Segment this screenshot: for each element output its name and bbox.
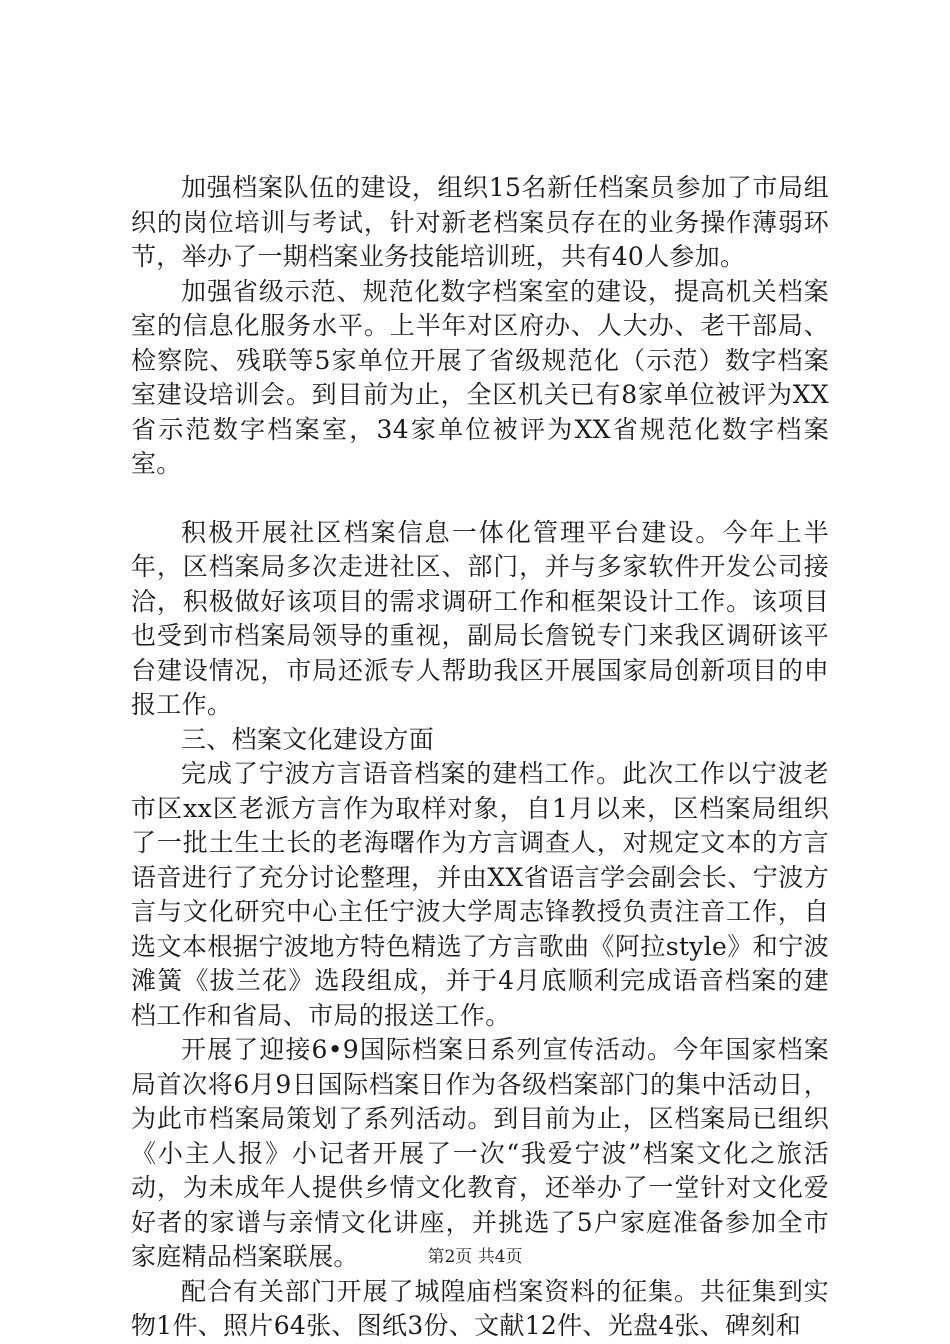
section-heading-archive-culture: 三、档案文化建设方面 bbox=[181, 724, 435, 754]
paragraph-archive-staff-training: 加强档案队伍的建设，组织15名新任档案员参加了市局组织的岗位培训与考试，针对新老档案员存在的业务操作薄弱环节，举办了一期档案业务技能培训班，共有40人参加。 bbox=[131, 173, 829, 271]
page-footer: 第2页 共4页 bbox=[427, 1247, 523, 1267]
paragraph-digital-archive-room: 加强省级示范、规范化数字档案室的建设，提高机关档案室的信息化服务水平。上半年对区府办、人大办、老干部局、检察院、残联等5家单位开展了省级规范化（示范）数字档案室建设培训会。到目前为止，全区机关已有8家单位被评为XX省示范数字档案室，34家单位被评为XX省规范化数字档案室。 bbox=[131, 276, 829, 478]
document-body bbox=[131, 171, 829, 1344]
paragraph-archive-day-activities: 开展了迎接6•9国际档案日系列宣传活动。今年国家档案局首次将6月9日国际档案日作为各级档案部门的集中活动日，为此市档案局策划了系列活动。到目前为止，区档案局已组织《小主人报》小记者开展了一次“我爱宁波”档案文化之旅活动，为未成年人提供乡情文化教育，还举办了一堂针对文化爱好者的家谱与亲情文化讲座，并挑选了5户家庭准备参加全市家庭精品档案联展。 bbox=[131, 1035, 829, 1271]
paragraph-temple-archive-collection: 配合有关部门开展了城隍庙档案资料的征集。共征集到实物1件、照片64张、图纸3份、文献12件、光盘4张、碑刻和 bbox=[131, 1276, 829, 1340]
paragraph-dialect-audio-archive: 完成了宁波方言语音档案的建档工作。此次工作以宁波老市区xx区老派方言作为取样对象，自1月以来，区档案局组织了一批土生土长的老海曙作为方言调查人，对规定文本的方言语音进行了充分讨论整理，并由XX省语言学会副会长、宁波方言与文化研究中心主任宁波大学周志锋教授负责注音工作，自选文本根据宁波地方特色精选了方言歌曲《阿拉style》和宁波滩簧《拔兰花》选段组成，并于4月底顺利完成语音档案的建档工作和省局、市局的报送工作。 bbox=[131, 759, 829, 1030]
paragraph-community-archive-platform: 积极开展社区档案信息一体化管理平台建设。今年上半年，区档案局多次走进社区、部门，并与多家软件开发公司接洽，积极做好该项目的需求调研工作和框架设计工作。该项目也受到市档案局领导的重视，副局长詹锐专门来我区调研该平台建设情况，市局还派专人帮助我区开展国家局创新项目的申报工作。 bbox=[131, 517, 829, 719]
